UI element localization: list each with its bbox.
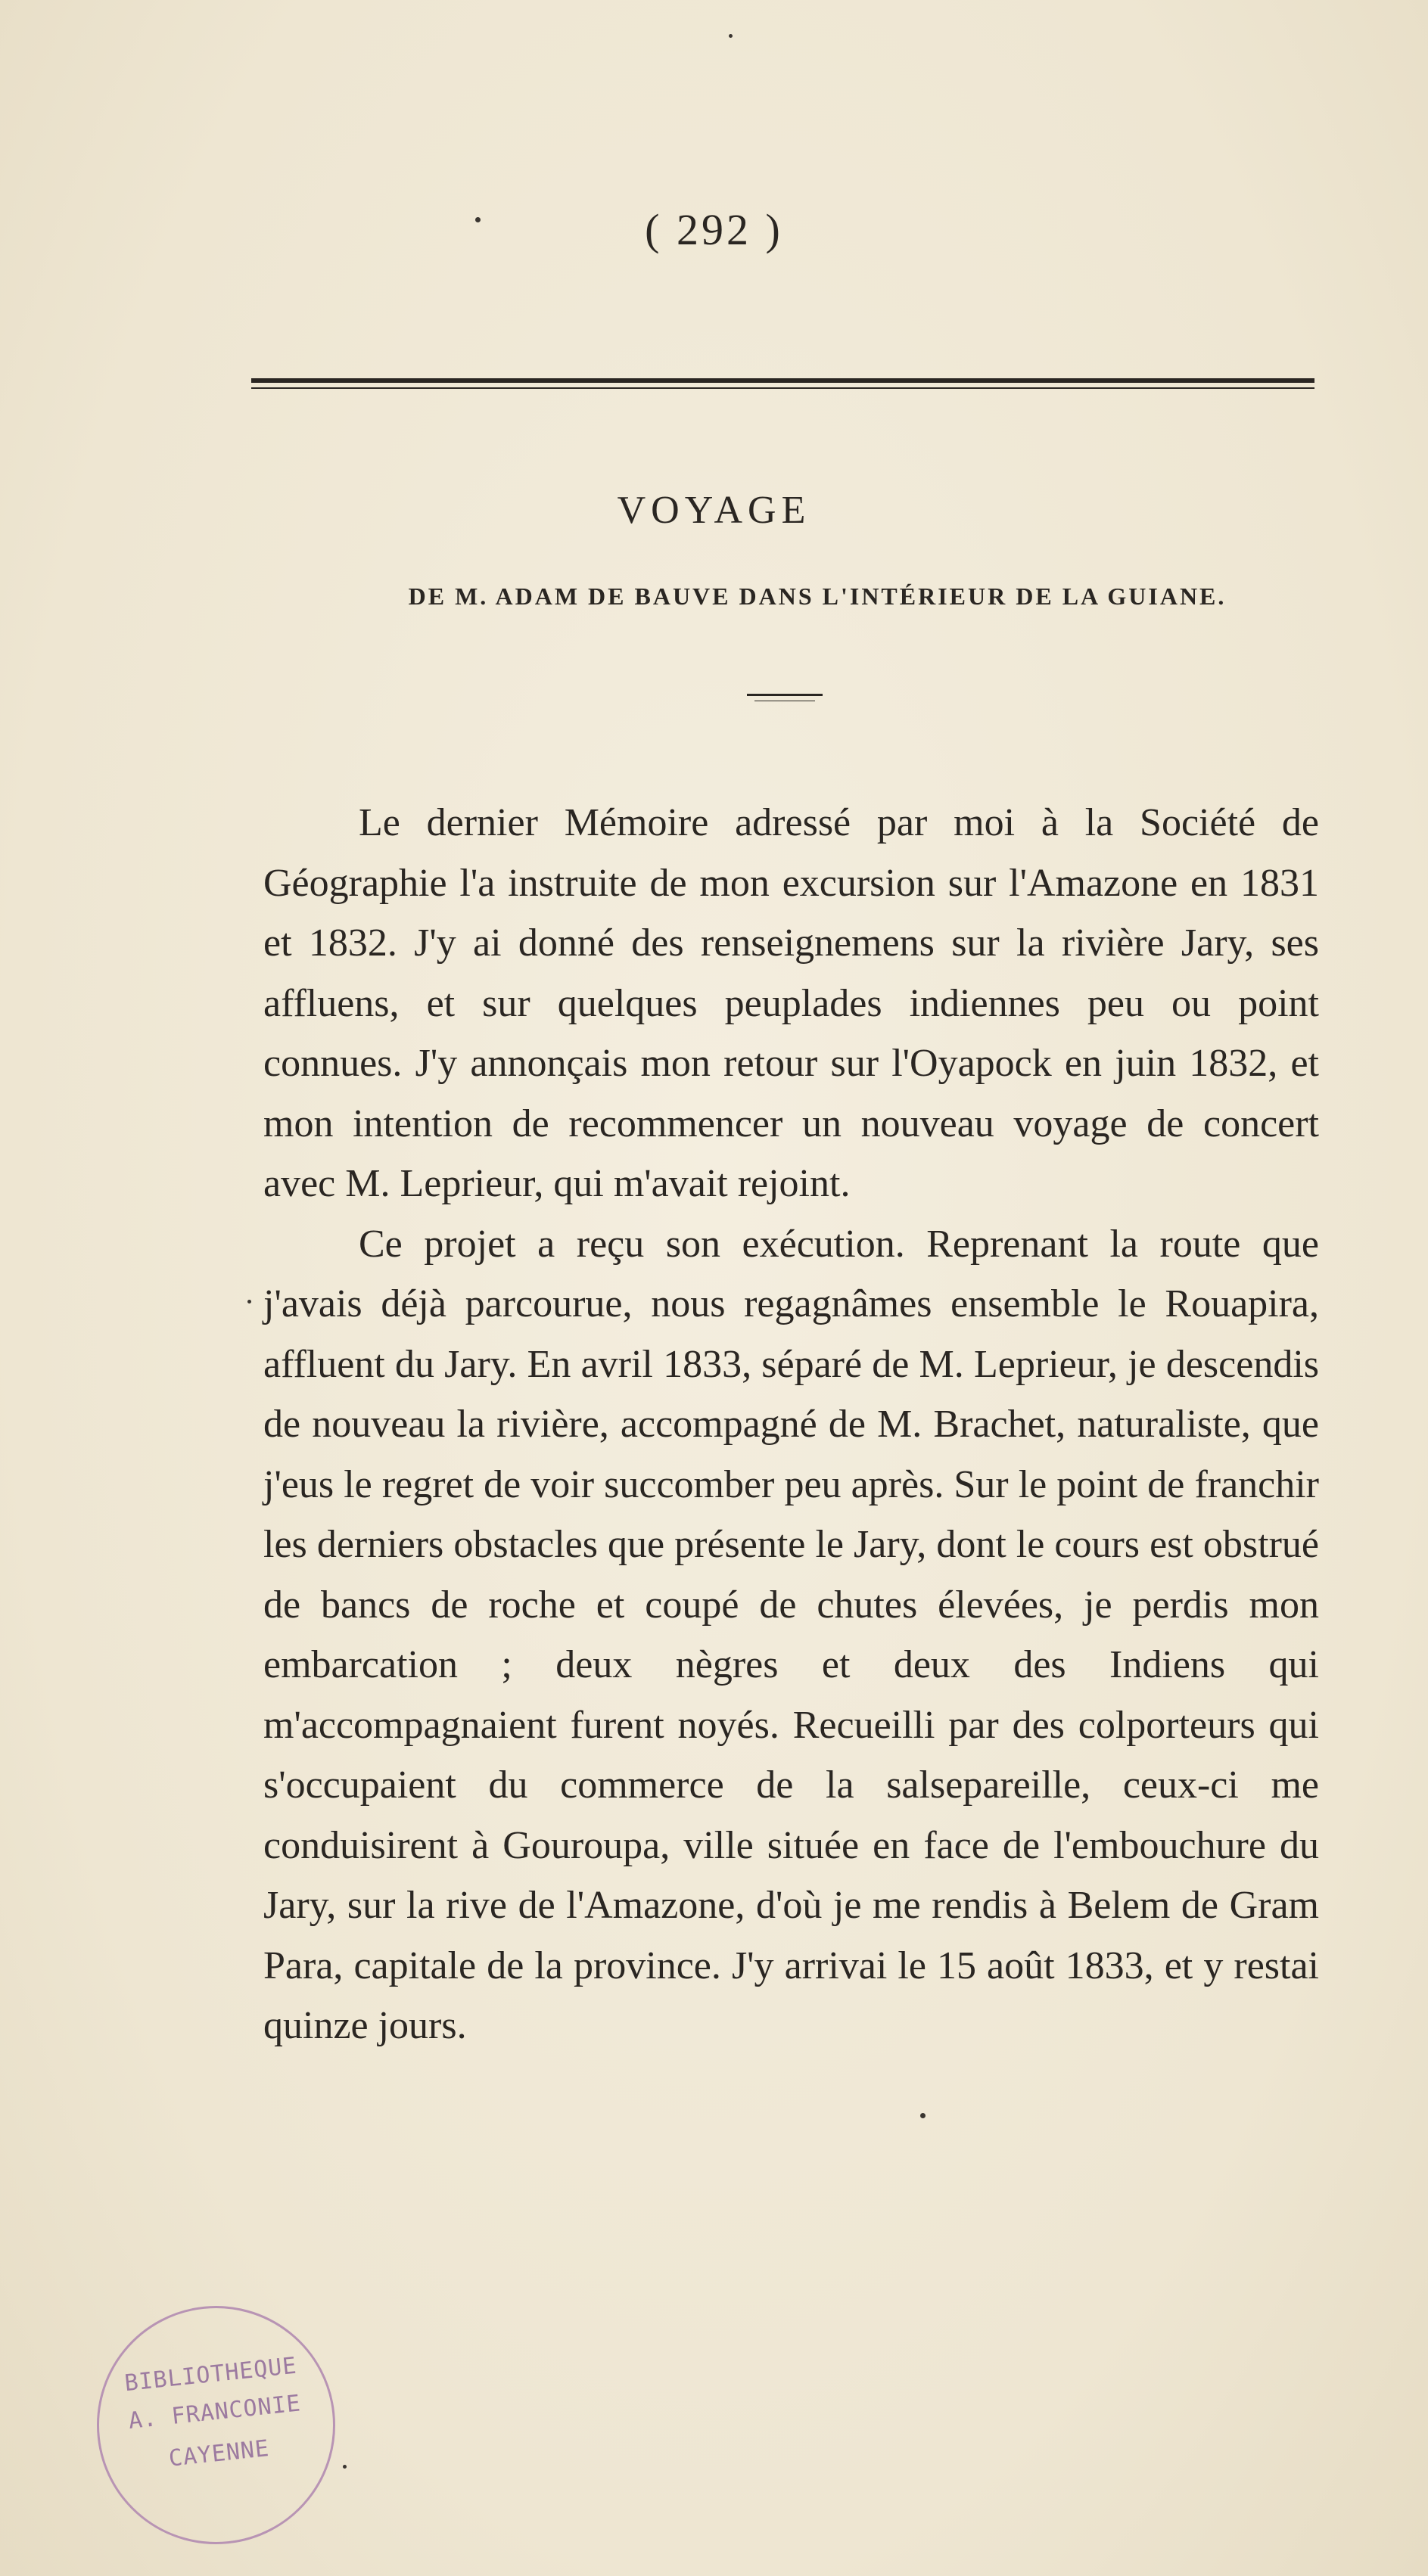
ink-speck	[475, 217, 481, 222]
page-number: ( 292 )	[645, 205, 783, 254]
paragraph-1: Le dernier Mémoire adressé par moi à la Société de Géographie l'a instruite de mon excursion sur l'Amazone en 1831 et 1832. J'y ai donné des renseignemens sur la rivière Jary, ses affluens, et sur quelques peuplades indiennes peu ou point connues. J'y annonçais mon retour sur l'Oyapock en juin 1832, et mon intention de recommencer un nouveau voyage de concert avec M. Leprieur, qui m'avait rejoint.	[263, 801, 1319, 1205]
stamp-line-1: BIBLIOTHEQUE	[123, 2352, 299, 2397]
article-body	[263, 793, 1319, 2056]
stamp-line-3: CAYENNE	[167, 2435, 271, 2472]
article-subtitle: DE M. ADAM DE BAUVE DANS L'INTÉRIEUR DE LA GUIANE.	[408, 583, 1227, 610]
article-title: VOYAGE	[617, 489, 811, 532]
library-stamp	[85, 2294, 347, 2556]
ink-speck	[729, 34, 733, 38]
stamp-line-2: A. FRANCONIE	[127, 2390, 303, 2435]
paragraph-2: Ce projet a reçu son exécution. Reprenant la route que j'avais déjà parcourue, nous regagnâmes ensemble le Rouapira, affluent du Jary. En avril 1833, séparé de M. Leprieur, je descendis de nouveau la rivière, accompagné de M. Brachet, naturaliste, que j'eus le regret de voir succomber peu après. Sur le point de franchir les derniers obstacles que présente le Jary, dont le cours est obstrué de bancs de roche et coupé de chutes élevées, je perdis mon embarcation ; deux nègres et deux des Indiens qui m'accompagnaient furent noyés. Recueilli par des colporteurs qui s'occupaient du commerce de la salsepareille, ceux-ci me conduisirent à Gouroupa, ville située en face de l'embouchure du Jary, sur la rive de l'Amazone, d'où je me rendis à Belem de Gram Para, capitale de la province. J'y arrivai le 15 août 1833, et y restai quinze jours.	[263, 1222, 1319, 2047]
ink-speck	[920, 2113, 926, 2118]
header-rule	[251, 378, 1314, 383]
header-rule-thin	[251, 387, 1314, 389]
ink-speck	[247, 1300, 251, 1304]
ink-speck	[343, 2465, 347, 2469]
title-separator	[747, 694, 823, 696]
